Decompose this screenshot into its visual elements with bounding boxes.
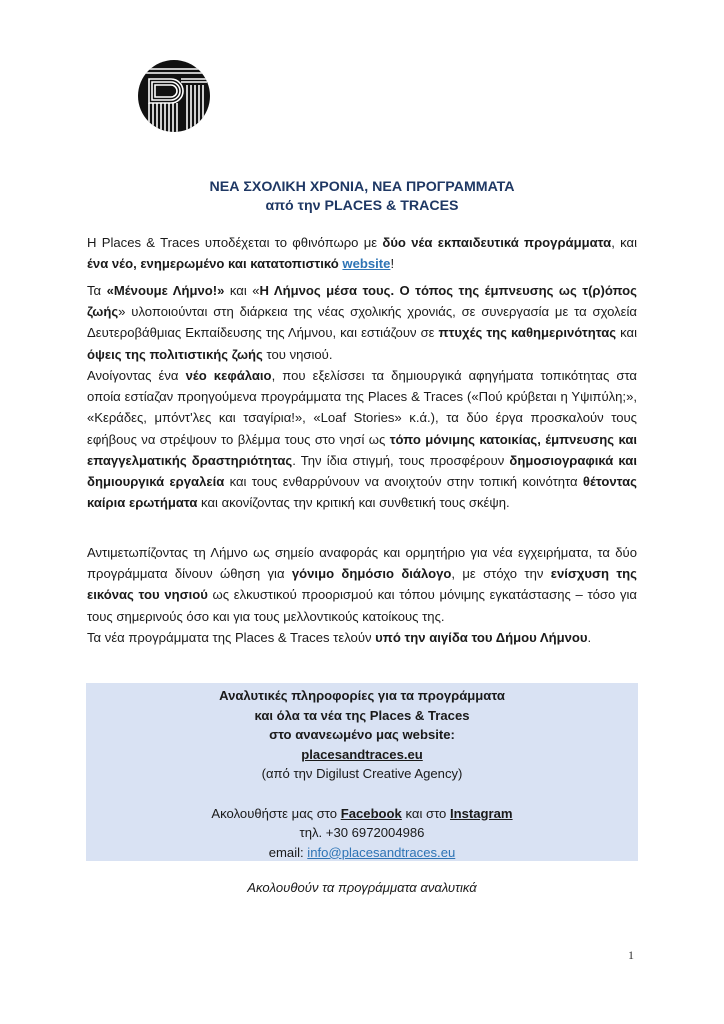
- text: Ακολουθήστε μας στο: [211, 805, 341, 821]
- page-title: ΝΕΑ ΣΧΟΛΙΚΗ ΧΡΟΝΙΑ, ΝΕΑ ΠΡΟΓΡΑΜΜΑΤΑ: [209, 179, 515, 195]
- instagram-link[interactable]: Instagram: [449, 805, 513, 821]
- bold-text: Η Λήμνος μέσα τους. Ο τόπος της έμπνευσης ως τ(ρ)όπος ζωής: [87, 283, 637, 320]
- text: . Την ίδια στιγμή, τους προσφέρουν: [292, 452, 510, 468]
- info-line-3: στο ανανεωμένο μας website:: [269, 727, 455, 743]
- bold-text: δημοσιογραφικά και δημιουργικά εργαλεία: [87, 452, 637, 490]
- dialogue-paragraph: [87, 542, 637, 627]
- bold-text: «Μένουμε Λήμνο!»: [106, 283, 225, 298]
- programs-paragraph: [87, 280, 637, 365]
- bold-text: γόνιμο δημόσιο διάλογο: [291, 566, 452, 582]
- text: Η Places & Traces υποδέχεται το φθινόπωρο με: [87, 235, 383, 250]
- places-and-traces-logo-icon: [137, 59, 211, 133]
- text: Τα νέα προγράμματα της Places & Traces τελούν: [87, 630, 376, 645]
- bold-text: ενίσχυση της εικόνας του νησιού: [87, 566, 637, 603]
- text: και «: [224, 283, 260, 298]
- social-line: [86, 804, 638, 824]
- bold-text: υπό την αιγίδα του Δήμου Λήμνου: [375, 630, 588, 645]
- text: Αντιμετωπίζοντας τη Λήμνο ως σημείο αναφοράς και ορμητήριο για νέα εγχειρήματα, τα δύο προγράμματα δίνουν ώθηση για: [87, 545, 637, 582]
- bold-text: ένα νέο, ενημερωμένο και κατατοπιστικό: [87, 256, 339, 272]
- text: , και: [611, 235, 637, 250]
- spacer: [86, 784, 638, 804]
- text: Τα: [87, 283, 107, 298]
- text: και ακονίζοντας την κριτική και συνθετική τους σκέψη.: [197, 495, 510, 511]
- website-url-link[interactable]: placesandtraces.eu: [301, 746, 423, 762]
- text: και: [616, 325, 637, 341]
- email-label: email:: [268, 844, 308, 860]
- bold-text: νέο κεφάλαιο: [185, 368, 272, 383]
- text: !: [390, 256, 395, 272]
- page-number: 1: [628, 948, 634, 962]
- text: , που εξελίσσει τα δημιουργικά αφηγήματα τοπικότητας στα οποία εστίαζαν προηγούμενα προγράμματα της Places & Traces («Πού κρύβεται η Υψιπύλη;», «Κεράδες, μπόντ'λες και τσαγίρια!», «Loaf Stories» κ.ά.), τα δύο έργα προσκαλούν τους εφήβους να στρέψουν το βλέμμα τους στο νησί ως: [87, 368, 637, 447]
- bold-text: δύο νέα εκπαιδευτικά προγράμματα: [382, 235, 612, 250]
- website-link[interactable]: website: [342, 256, 391, 272]
- new-chapter-paragraph: [87, 365, 637, 513]
- text: του νησιού.: [262, 346, 333, 362]
- text: ως ελκυστικού προορισμού και τόπου μόνιμης εγκατάστασης – τόσο για τους σημερινούς όσο και για τους μελλοντικούς κατοίκους της.: [87, 587, 637, 624]
- text: » υλοποιούνται στη διάρκεια της νέας σχολικής χρονιάς, σε συνεργασία με τα σχολεία Δευτεροβάθμιας Εκπαίδευσης της Λήμνου, και εστιάζουν σε: [87, 304, 637, 341]
- text: .: [587, 630, 592, 645]
- info-line-1: Αναλυτικές πληροφορίες για τα προγράμματα: [219, 688, 505, 703]
- email-link[interactable]: info@placesandtraces.eu: [307, 844, 456, 860]
- intro-paragraph: [87, 232, 637, 274]
- facebook-link[interactable]: Facebook: [340, 805, 402, 821]
- auspices-paragraph: [87, 627, 637, 648]
- footer-note: Ακολουθούν τα προγράμματα αναλυτικά: [247, 880, 477, 895]
- bold-text: τόπο μόνιμης κατοικίας, έμπνευσης και επαγγελματικής δραστηριότητας: [87, 431, 638, 468]
- text: Ανοίγοντας ένα: [87, 368, 186, 383]
- text: και στο: [401, 805, 450, 821]
- email-line: [86, 843, 638, 863]
- page-subtitle: [0, 197, 724, 216]
- bold-text: πτυχές της καθημερινότητας: [438, 325, 617, 341]
- info-box: [86, 683, 638, 861]
- agency-credit: (από την Digilust Creative Agency): [261, 766, 463, 782]
- bold-text: θέτοντας καίρια ερωτήματα: [87, 474, 637, 511]
- subtitle-brand: PLACES & TRACES: [324, 198, 459, 214]
- text: και τους ενθαρρύνουν να ανοιχτούν στην τοπική κοινότητα: [224, 474, 583, 490]
- phone-number: τηλ. +30 6972004986: [299, 825, 425, 841]
- text: , με στόχο την: [451, 566, 551, 582]
- subtitle-prefix: από την: [265, 198, 321, 214]
- info-line-2: και όλα τα νέα της Places & Traces: [254, 707, 470, 723]
- bold-text: όψεις της πολιτιστικής ζωής: [87, 346, 263, 362]
